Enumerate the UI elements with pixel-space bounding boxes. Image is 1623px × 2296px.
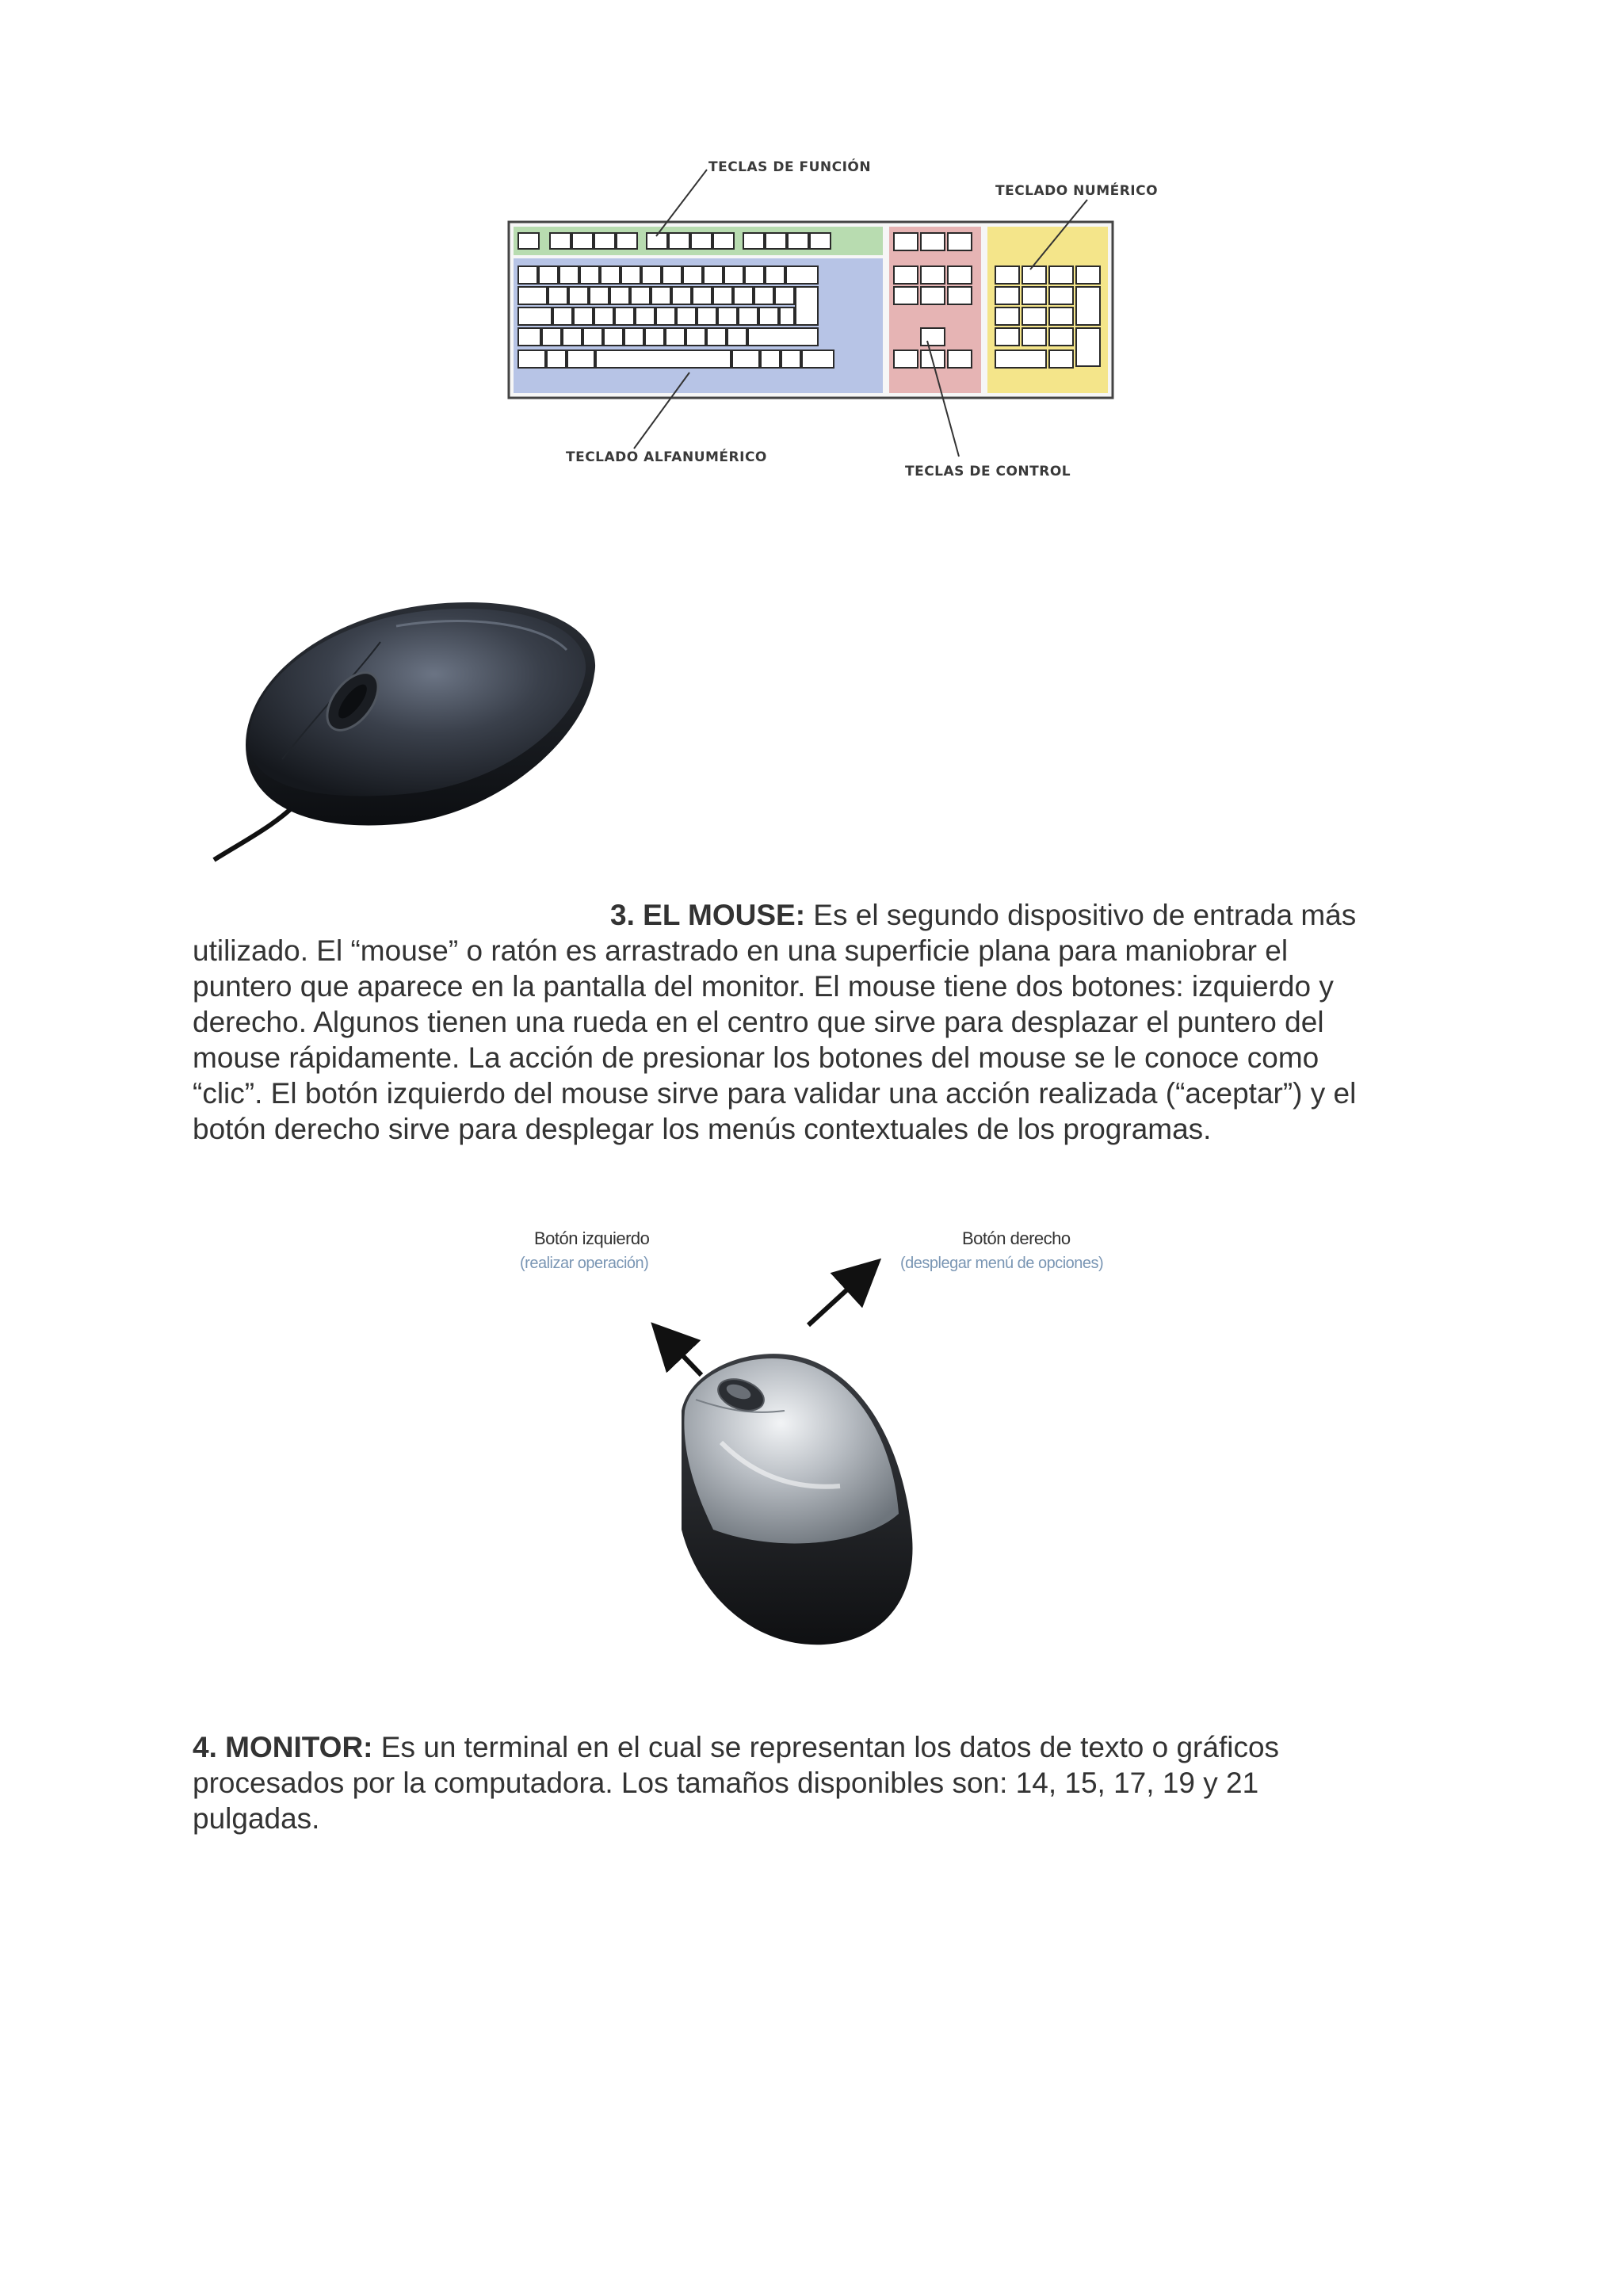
left-button-title: Botón izquierdo <box>534 1228 650 1248</box>
right-arrow <box>808 1274 864 1325</box>
keyboard-diagram <box>491 151 1173 491</box>
mouse-heading: 3. EL MOUSE: <box>610 899 806 931</box>
mouse-paragraph <box>193 897 1461 1147</box>
left-button-subtitle: (realizar operación) <box>520 1255 649 1272</box>
left-arrow <box>667 1339 701 1375</box>
mouse-line-1: Es el segundo dispositivo de entrada más <box>805 899 1357 931</box>
mouse-first-line <box>193 897 1461 933</box>
label-teclado-numerico: TECLADO NUMÉRICO <box>995 183 1159 199</box>
monitor-line: Es un terminal en el cual se representan los datos de texto o gráficos <box>372 1731 1280 1763</box>
mouse-line: “clic”. El botón izquierdo del mouse sirve para validar una acción realizada (“aceptar”) y el <box>193 1077 1357 1110</box>
mouse-line: utilizado. El “mouse” o ratón es arrastrado en una superficie plana para maniobrar el <box>193 934 1289 967</box>
label-teclas-control: TECLAS DE CONTROL <box>905 464 1071 479</box>
function-keys <box>518 233 831 249</box>
monitor-line: pulgadas. <box>193 1802 320 1835</box>
monitor-first-line <box>193 1729 1461 1765</box>
mouse-shell <box>684 1358 899 1543</box>
monitor-paragraph <box>193 1729 1461 1836</box>
mouse-line: puntero que aparece en la pantalla del monitor. El mouse tiene dos botones: izquierdo y <box>193 970 1334 1003</box>
label-teclado-alfanumerico: TECLADO ALFANUMÉRICO <box>566 449 767 465</box>
monitor-heading: 4. MONITOR: <box>193 1731 373 1763</box>
label-teclas-funcion: TECLAS DE FUNCIÓN <box>708 159 872 175</box>
left-arrow-tail <box>658 1331 662 1335</box>
monitor-line: procesados por la computadora. Los tamaños disponibles son: 14, 15, 17, 19 y 21 <box>193 1767 1259 1799</box>
alphanumeric-keys <box>518 266 834 368</box>
mouse-line: botón derecho sirve para desplegar los menús contextuales de los programas. <box>193 1113 1212 1145</box>
right-button-title: Botón derecho <box>962 1228 1071 1248</box>
mouse-buttons-diagram <box>491 1213 1173 1656</box>
right-button-subtitle: (desplegar menú de opciones) <box>900 1255 1104 1272</box>
mouse-line: derecho. Algunos tienen una rueda en el centro que sirve para desplazar el puntero del <box>193 1006 1324 1038</box>
dark-mouse-image <box>206 586 618 872</box>
mouse-line: mouse rápidamente. La acción de presionar los botones del mouse se le conoce como <box>193 1041 1319 1074</box>
